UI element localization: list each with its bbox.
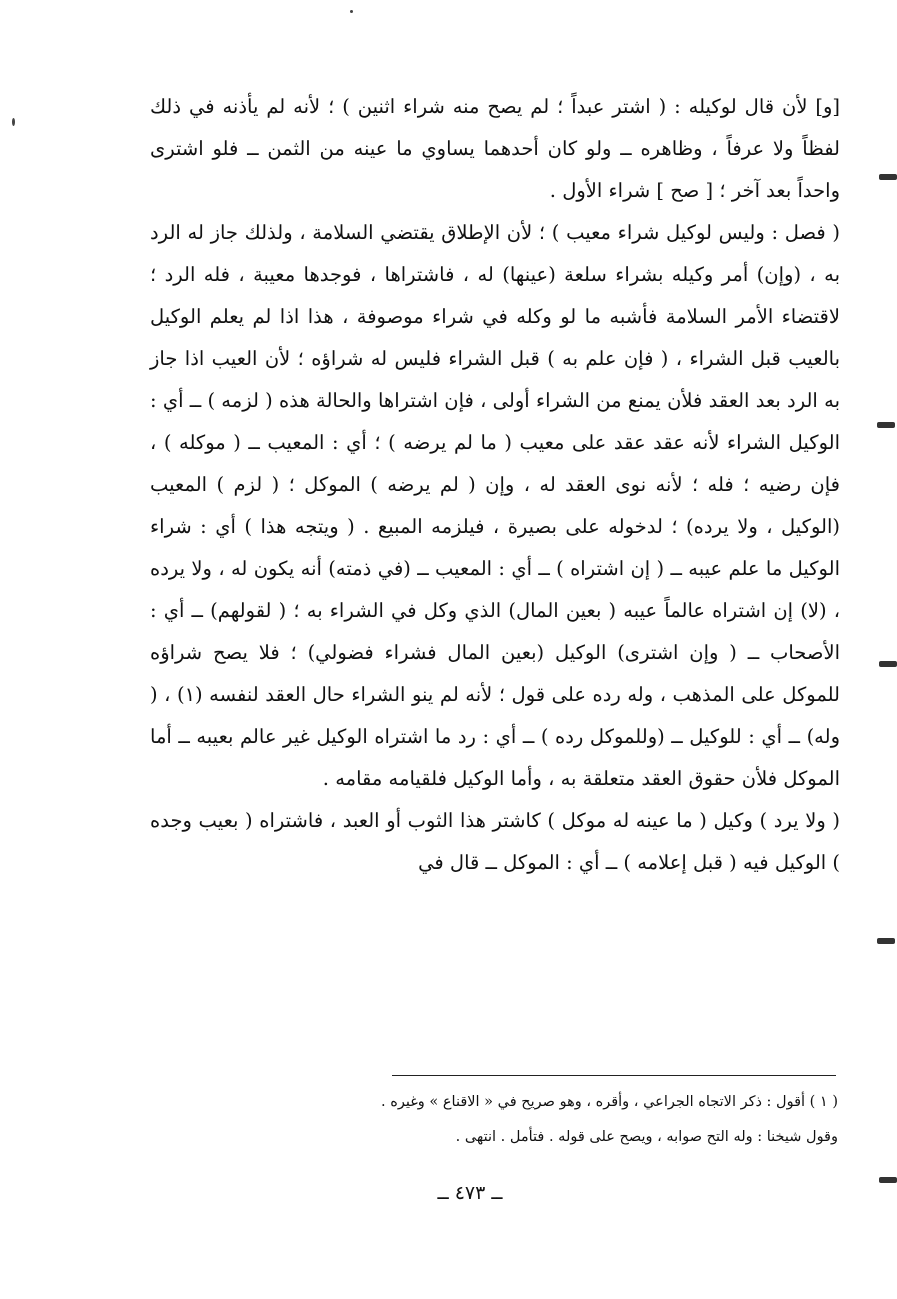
margin-mark (877, 938, 895, 944)
margin-mark (877, 422, 895, 428)
scan-speck (12, 118, 15, 126)
footnote-1-line-2: وقول شيخنا : وله التح صوابه ، ويصح على قوله . فتأمل . انتهى . (455, 1129, 838, 1145)
paragraph-3: ( ولا يرد ) وكيل ( ما عينه له موكل ) كاشتر هذا الثوب أو العبد ، فاشتراه ( بعيب وجده ) الوكيل فيه ( قبل إعلامه ) ــ أي : الموكل ــ قال في (150, 809, 840, 874)
footnotes (170, 1085, 838, 1155)
scan-speck (350, 10, 353, 13)
margin-mark (879, 1177, 897, 1183)
page-number: ــ ٤٧٣ ــ (437, 1182, 503, 1204)
main-text-body (150, 86, 840, 884)
margin-mark (879, 661, 897, 667)
footnote-1-line-1: ( ١ ) أقول : ذكر الاتجاه الجراعي ، وأقره ، وهو صريح في « الاقناع » وغيره . (381, 1094, 838, 1110)
footnote-divider (392, 1075, 836, 1076)
margin-mark (879, 174, 897, 180)
paragraph-2: ( فصل : وليس لوكيل شراء معيب ) ؛ لأن الإطلاق يقتضي السلامة ، ولذلك جاز له الرد به ، (وإن) أمر وكيله بشراء سلعة (عينها) له ، فاشتراها ، فوجدها معيبة ، فله الرد ؛ لاقتضاء الأمر السلامة فأشبه ما لو وكله في شراء موصوفة ، هذا اذا لم يعلم الوكيل بالعيب قبل الشراء ، ( فإن علم به ) قبل الشراء فليس له شراؤه ؛ لأن العيب اذا جاز به الرد بعد العقد فلأن يمنع من الشراء أولى ، فإن اشتراها والحالة هذه ( لزمه ) ــ أي : الوكيل الشراء لأنه عقد عقد على معيب ( ما لم يرضه ) ؛ أي : المعيب ــ ( موكله ) ، فإن رضيه ؛ فله ؛ لأنه نوى العقد له ، وإن ( لم يرضه ) الموكل ؛ ( لزم ) المعيب (الوكيل ، ولا يرده) ؛ لدخوله على بصيرة ، فيلزمه المبيع . ( ويتجه هذا ) أي : شراء الوكيل ما علم عيبه ــ ( إن اشتراه ) ــ أي : المعيب ــ (في ذمته) أنه يكون له ، ولا يرده ، (لا) إن اشتراه عالماً عيبه ( بعين المال) الذي وكل في الشراء به ؛ ( لقولهم) ــ أي : الأصحاب ــ ( وإن اشترى) الوكيل (بعين المال فشراء فضولي) ؛ فلا يصح شراؤه للموكل على المذهب ، وله رده على قول ؛ لأنه لم ينو الشراء حال العقد لنفسه (١) ، ( وله) ــ أي : للوكيل ــ (وللموكل رده ) ــ أي : رد ما اشتراه الوكيل غير عالم بعيبه ــ أما الموكل فلأن حقوق العقد متعلقة به ، وأما الوكيل فلقيامه مقامه . (150, 221, 840, 790)
paragraph-1: [و] لأن قال لوكيله : ( اشتر عبداً ؛ لم يصح منه شراء اثنين ) ؛ لأنه لم يأذنه في ذلك لفظاً ولا عرفاً ، وظاهره ــ ولو كان أحدهما يساوي ما عينه من الثمن ــ فلو اشترى واحداً بعد آخر ؛ [ صح ] شراء الأول . (150, 95, 840, 202)
